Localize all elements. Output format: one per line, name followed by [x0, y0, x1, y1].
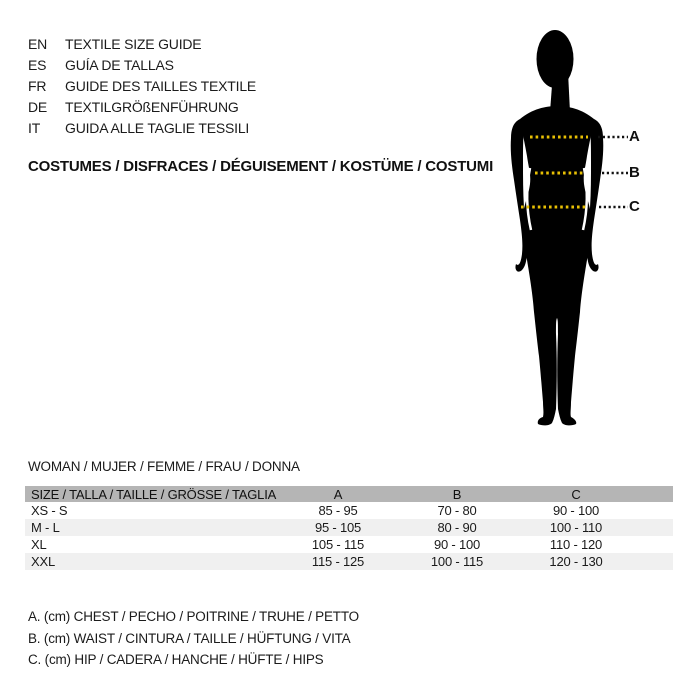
language-list — [28, 34, 256, 139]
measurement-label-c: C — [629, 198, 640, 215]
table-section-title: WOMAN / MUJER / FEMME / FRAU / DONNA — [28, 459, 300, 474]
waist-cell: 90 - 100 — [433, 537, 481, 552]
size-cell: XXL — [31, 554, 55, 569]
list-item — [28, 34, 256, 55]
header-col-a: A — [333, 486, 343, 502]
legend-chest: A. (cm) CHEST / PECHO / POITRINE / TRUHE / PETTO — [28, 609, 359, 624]
header-size-label: SIZE / TALLA / TAILLE / GRÖSSE / TAGLIA — [31, 486, 277, 502]
size-table — [25, 486, 673, 570]
table-row — [25, 553, 673, 570]
language-label: TEXTILE SIZE GUIDE — [65, 36, 202, 52]
woman-silhouette-icon — [511, 30, 604, 425]
chest-cell: 85 - 95 — [318, 503, 358, 518]
list-item — [28, 76, 256, 97]
size-cell: XL — [31, 537, 47, 552]
language-code: FR — [28, 78, 47, 94]
measurement-label-a: A — [629, 128, 640, 145]
language-label: TEXTILGRÖßENFÜHRUNG — [65, 99, 239, 115]
measurement-legend — [28, 606, 359, 671]
header-col-b: B — [452, 486, 462, 502]
header-col-c: C — [571, 486, 581, 502]
waist-cell: 80 - 90 — [437, 520, 477, 535]
language-code: IT — [28, 120, 41, 136]
chest-cell: 105 - 115 — [311, 537, 365, 552]
hip-cell: 90 - 100 — [552, 503, 600, 518]
legend-hip: C. (cm) HIP / CADERA / HANCHE / HÜFTE / HIPS — [28, 652, 324, 667]
body-measurement-figure — [450, 22, 670, 442]
list-item — [28, 118, 256, 139]
list-item — [28, 97, 256, 118]
size-cell: XS - S — [31, 503, 68, 518]
table-row — [25, 536, 673, 553]
language-label: GUIDA ALLE TAGLIE TESSILI — [65, 120, 250, 136]
table-header-row — [25, 486, 673, 502]
language-code: DE — [28, 99, 48, 115]
table-row — [25, 519, 673, 536]
woman-silhouette-graphic — [450, 22, 670, 442]
language-label: GUIDE DES TAILLES TEXTILE — [65, 78, 257, 94]
category-title: COSTUMES / DISFRACES / DÉGUISEMENT / KOSTÜME / COSTUMI — [28, 158, 494, 175]
language-code: ES — [28, 57, 47, 73]
size-cell: M - L — [31, 520, 60, 535]
hip-cell: 100 - 110 — [549, 520, 603, 535]
waist-cell: 100 - 115 — [430, 554, 484, 569]
list-item — [28, 55, 256, 76]
chest-cell: 95 - 105 — [314, 520, 362, 535]
table-row — [25, 502, 673, 519]
language-label: GUÍA DE TALLAS — [65, 57, 174, 73]
legend-waist: B. (cm) WAIST / CINTURA / TAILLE / HÜFTUNG / VITA — [28, 630, 351, 646]
measurement-label-b: B — [629, 164, 640, 181]
waist-cell: 70 - 80 — [437, 503, 477, 518]
hip-cell: 110 - 120 — [549, 537, 603, 552]
hip-cell: 120 - 130 — [549, 554, 603, 569]
chest-cell: 115 - 125 — [311, 554, 365, 569]
language-code: EN — [28, 36, 48, 52]
